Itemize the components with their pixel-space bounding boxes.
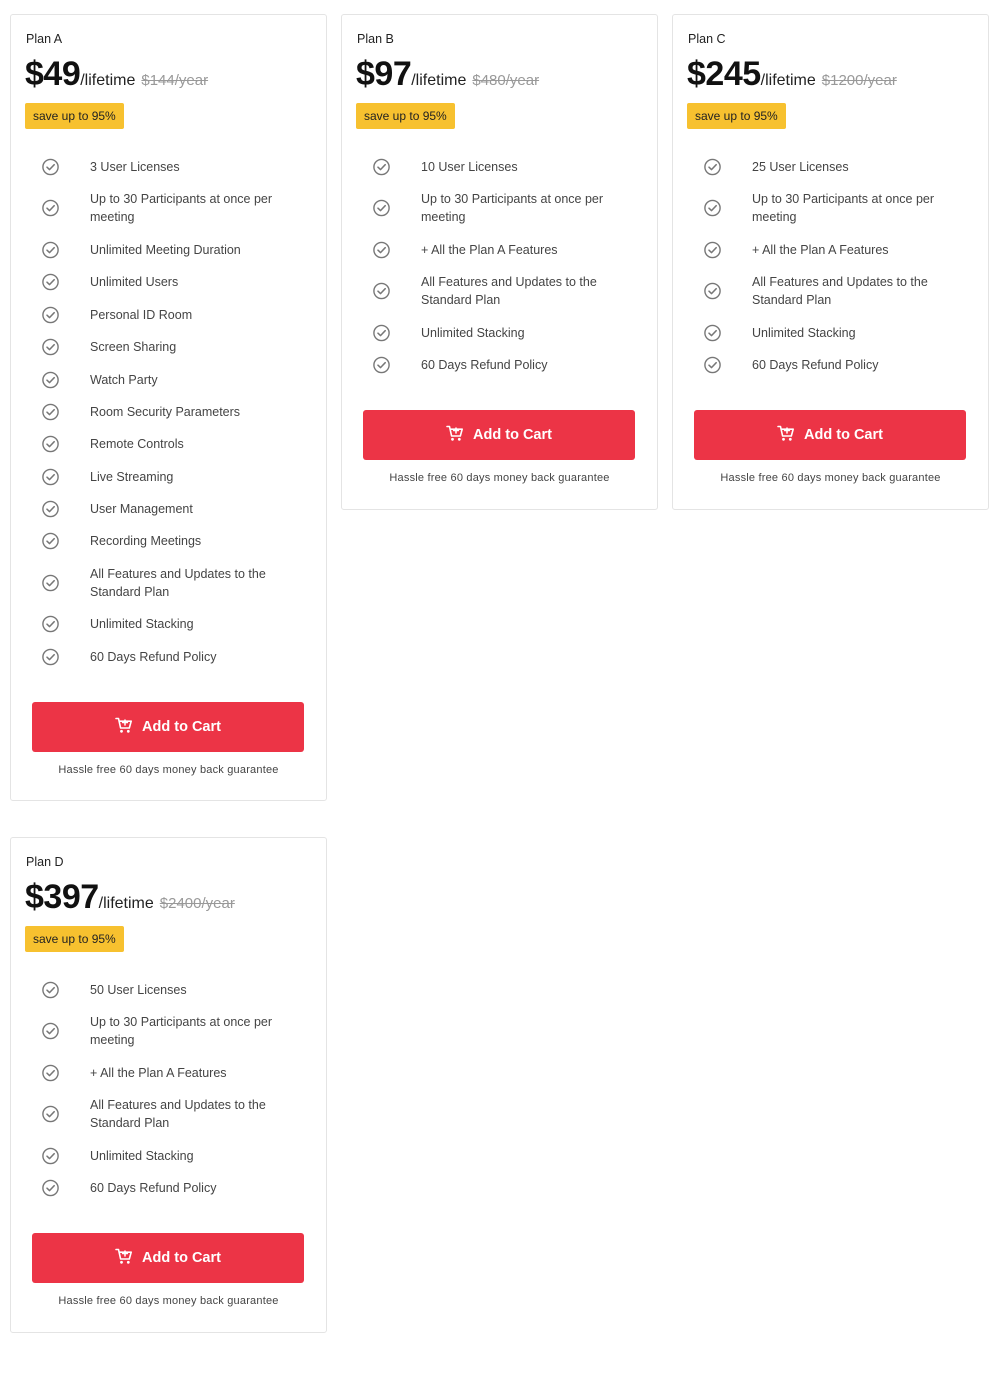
price-period: /lifetime	[80, 72, 136, 89]
add-to-cart-button[interactable]	[694, 410, 966, 460]
feature-text: 60 Days Refund Policy	[421, 358, 548, 372]
old-price: $1200/year	[821, 72, 897, 89]
feature-text: All Features and Updates to the Standard Plan	[421, 275, 597, 307]
guarantee-text: Hassle free 60 days money back guarantee	[389, 472, 610, 484]
feature-text: Unlimited Stacking	[421, 326, 525, 340]
check-icon	[42, 339, 59, 356]
check-icon	[42, 575, 59, 592]
feature-text: Screen Sharing	[90, 340, 177, 354]
check-icon	[704, 325, 721, 342]
discount-badge: save up to 95%	[687, 103, 786, 129]
discount-badge: save up to 95%	[356, 103, 455, 129]
plan-card-c	[672, 14, 989, 510]
feature-text: 60 Days Refund Policy	[752, 358, 879, 372]
plan-name: Plan B	[357, 32, 394, 46]
feature-text: 60 Days Refund Policy	[90, 650, 217, 664]
cart-icon	[446, 425, 473, 446]
check-icon	[373, 357, 390, 374]
check-icon	[704, 159, 721, 176]
old-price: $2400/year	[159, 895, 235, 912]
feature-text: Remote Controls	[90, 437, 184, 451]
check-icon	[42, 200, 59, 217]
guarantee-text: Hassle free 60 days money back guarantee	[58, 764, 279, 776]
check-icon	[42, 1106, 59, 1123]
check-icon	[704, 242, 721, 259]
price-period: /lifetime	[98, 895, 154, 912]
feature-text: 60 Days Refund Policy	[90, 1181, 217, 1195]
cart-icon	[115, 1248, 142, 1269]
check-icon	[42, 436, 59, 453]
feature-text: Up to 30 Participants at once per meeting	[421, 192, 604, 224]
cart-icon	[115, 717, 142, 738]
check-icon	[42, 307, 59, 324]
feature-text: Live Streaming	[90, 470, 174, 484]
feature-text: 10 User Licenses	[421, 160, 518, 174]
plan-card-b	[341, 14, 658, 510]
check-icon	[373, 283, 390, 300]
check-icon	[42, 1065, 59, 1082]
add-to-cart-label: Add to Cart	[142, 719, 221, 735]
add-to-cart-button[interactable]	[363, 410, 635, 460]
price-period: /lifetime	[760, 72, 816, 89]
guarantee-text: Hassle free 60 days money back guarantee	[58, 1295, 279, 1307]
feature-text: User Management	[90, 502, 193, 516]
discount-badge: save up to 95%	[25, 926, 124, 952]
add-to-cart-button[interactable]	[32, 702, 304, 752]
discount-badge: save up to 95%	[25, 103, 124, 129]
feature-text: 3 User Licenses	[90, 160, 180, 174]
feature-text: All Features and Updates to the Standard Plan	[90, 567, 266, 599]
feature-text: + All the Plan A Features	[752, 243, 889, 257]
check-icon	[42, 649, 59, 666]
old-price: $144/year	[141, 72, 209, 89]
feature-text: + All the Plan A Features	[421, 243, 558, 257]
feature-text: Recording Meetings	[90, 534, 202, 548]
plan-name: Plan D	[26, 855, 64, 869]
feature-text: All Features and Updates to the Standard Plan	[752, 275, 928, 307]
check-icon	[373, 159, 390, 176]
check-icon	[42, 159, 59, 176]
feature-text: Up to 30 Participants at once per meeting	[752, 192, 935, 224]
price-row	[25, 55, 208, 94]
check-icon	[42, 242, 59, 259]
add-to-cart-label: Add to Cart	[804, 427, 883, 443]
price-period: /lifetime	[411, 72, 467, 89]
guarantee-text: Hassle free 60 days money back guarantee	[720, 472, 941, 484]
check-icon	[42, 616, 59, 633]
feature-text: Room Security Parameters	[90, 405, 241, 419]
add-to-cart-label: Add to Cart	[473, 427, 552, 443]
feature-text: All Features and Updates to the Standard Plan	[90, 1098, 266, 1130]
check-icon	[373, 200, 390, 217]
check-icon	[42, 404, 59, 421]
feature-text: Unlimited Stacking	[90, 1149, 194, 1163]
check-icon	[373, 242, 390, 259]
check-icon	[42, 469, 59, 486]
plan-price: $49	[25, 55, 81, 93]
plan-card-d	[10, 837, 327, 1333]
price-row	[687, 55, 897, 94]
check-icon	[42, 533, 59, 550]
check-icon	[704, 200, 721, 217]
feature-text: Up to 30 Participants at once per meeting	[90, 192, 273, 224]
feature-text: Up to 30 Participants at once per meeting	[90, 1015, 273, 1047]
feature-text: Unlimited Users	[90, 275, 179, 289]
plan-name: Plan C	[688, 32, 726, 46]
feature-text: + All the Plan A Features	[90, 1066, 227, 1080]
check-icon	[42, 1180, 59, 1197]
feature-text: Unlimited Meeting Duration	[90, 243, 241, 257]
check-icon	[42, 982, 59, 999]
check-icon	[42, 1148, 59, 1165]
plan-name: Plan A	[26, 32, 63, 46]
check-icon	[42, 372, 59, 389]
check-icon	[704, 283, 721, 300]
old-price: $480/year	[472, 72, 540, 89]
add-to-cart-label: Add to Cart	[142, 1250, 221, 1266]
plan-price: $245	[687, 55, 761, 93]
check-icon	[704, 357, 721, 374]
price-row	[356, 55, 539, 94]
feature-text: 25 User Licenses	[752, 160, 849, 174]
feature-text: Personal ID Room	[90, 308, 193, 322]
feature-text: Unlimited Stacking	[90, 617, 194, 631]
check-icon	[373, 325, 390, 342]
check-icon	[42, 274, 59, 291]
feature-text: 50 User Licenses	[90, 983, 187, 997]
cart-icon	[777, 425, 804, 446]
plan-card-a	[10, 14, 327, 801]
add-to-cart-button[interactable]	[32, 1233, 304, 1283]
feature-text: Watch Party	[90, 373, 158, 387]
feature-text: Unlimited Stacking	[752, 326, 856, 340]
check-icon	[42, 1023, 59, 1040]
plan-price: $397	[25, 878, 99, 916]
price-row	[25, 878, 235, 917]
check-icon	[42, 501, 59, 518]
plan-price: $97	[356, 55, 412, 93]
